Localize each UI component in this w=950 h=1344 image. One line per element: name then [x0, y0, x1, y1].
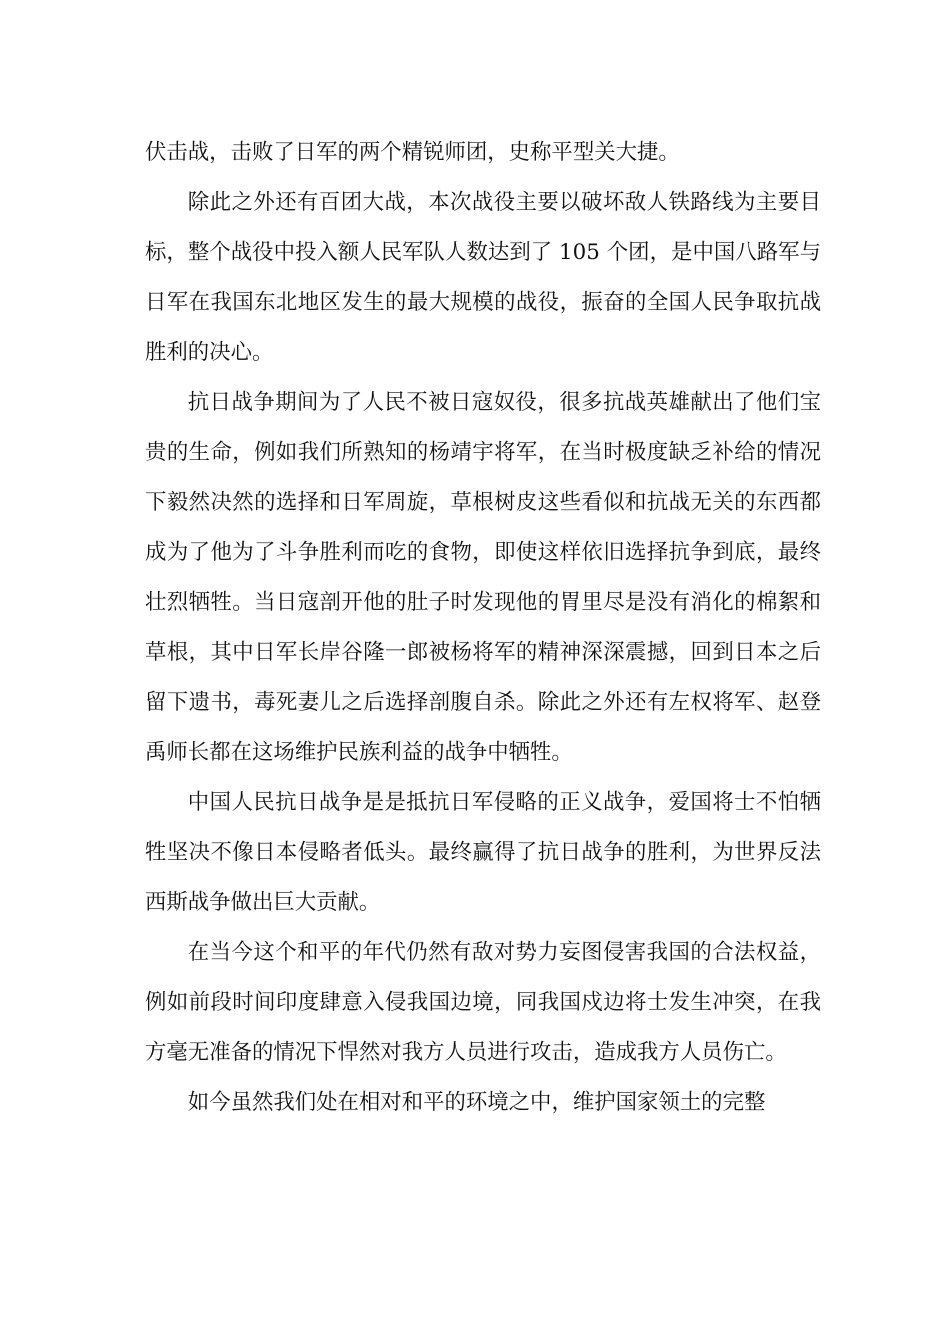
- paragraph-heroes: 抗日战争期间为了人民不被日寇奴役，很多抗战英雄献出了他们宝贵的生命，例如我们所熟知的杨靖宇将军，在当时极度缺乏补给的情况下毅然决然的选择和日军周旋，草根树皮这些看似和抗战无关的东西都成为了他为了斗争胜利而吃的食物，即使这样依旧选择抗争到底，最终壮烈牺牲。当日寇剖开他的肚子时发现他的胃里尽是没有消化的棉絮和草根，其中日军长岸谷隆一郎被杨将军的精神深深震撼，回到日本之后留下遗书，毒死妻儿之后选择剖腹自杀。除此之外还有左权将军、赵登禹师长都在这场维护民族利益的战争中牺牲。: [145, 390, 821, 765]
- document-body: [145, 128, 821, 1128]
- paragraph-border-conflict: 在当今这个和平的年代仍然有敌对势力妄图侵害我国的合法权益，例如前段时间印度肆意入侵我国边境，同我国戍边将士发生冲突，在我方毫无准备的情况下悍然对我方人员进行攻击，造成我方人员伤亡。: [145, 940, 821, 1065]
- paragraph-today: 如今虽然我们处在相对和平的环境之中，维护国家领土的完整: [187, 1090, 766, 1115]
- paragraph-hundred-regiments: 除此之外还有百团大战，本次战役主要以破坏敌人铁路线为主要目标，整个战役中投入额人民军队人数达到了 105 个团，是中国八路军与日军在我国东北地区发生的最大规模的战役，振奋的全国人民争取抗战胜利的决心。: [145, 190, 821, 365]
- paragraph-victory: 中国人民抗日战争是是抵抗日军侵略的正义战争，爱国将士不怕牺牲坚决不像日本侵略者低头。最终赢得了抗日战争的胜利，为世界反法西斯战争做出巨大贡献。: [145, 790, 821, 915]
- paragraph-continued: 伏击战，击败了日军的两个精锐师团，史称平型关大捷。: [145, 140, 680, 165]
